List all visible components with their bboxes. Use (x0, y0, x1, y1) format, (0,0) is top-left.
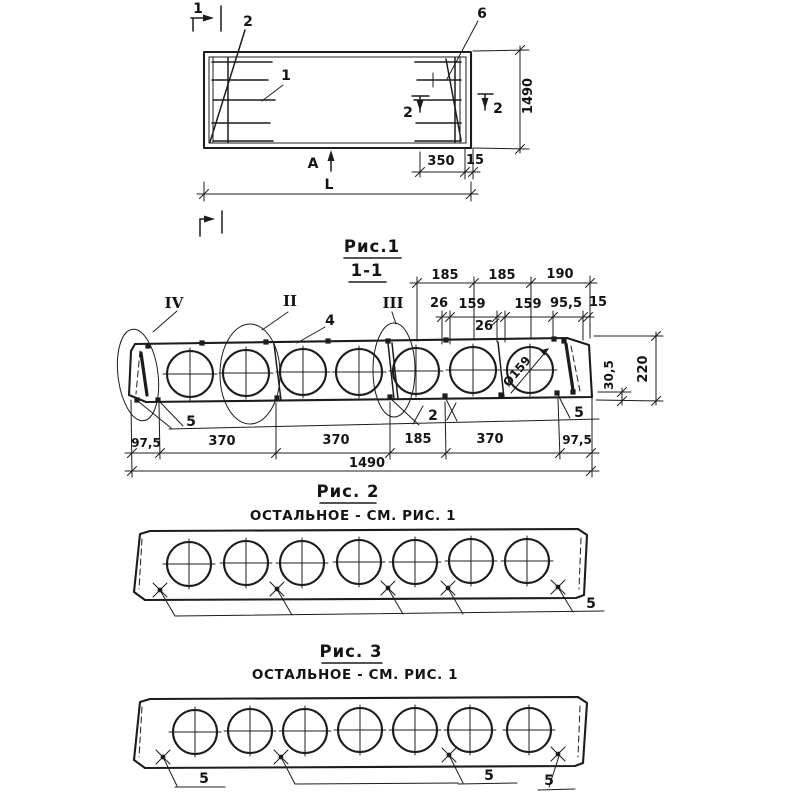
dim-L-label: L (324, 177, 334, 193)
section-cut-2-left-mark (412, 96, 429, 112)
figure3 (134, 642, 587, 790)
rebar-dot (498, 392, 503, 397)
hollow-core (501, 536, 553, 586)
label-5-right: 5 (574, 405, 584, 421)
hollow-core (169, 707, 221, 757)
rebar-dot (551, 336, 556, 341)
figure2-title: Рис. 2 (316, 482, 380, 501)
dim-350: 350 (427, 154, 455, 169)
bar6-leader (447, 21, 478, 79)
rebar-dot (387, 394, 392, 399)
cut2-right-label: 2 (493, 101, 503, 117)
cut1-top-label: 1 (193, 1, 203, 17)
dim-15: 15 (465, 153, 485, 168)
bar-marker (381, 581, 395, 595)
rebar-dot (443, 337, 448, 342)
cut2-left-label: 2 (403, 105, 413, 121)
figure1-title: Рис.1 (343, 237, 401, 256)
dim-95-5: 95,5 (549, 296, 583, 311)
dim-185c: 185 (404, 432, 432, 447)
hollow-core (334, 705, 386, 755)
dim-1490-plan: 1490 (521, 77, 536, 115)
axis-A-label: A (307, 156, 319, 172)
rebar-dot (570, 389, 575, 394)
dim-1490-section: 1490 (348, 456, 386, 471)
bar-marker (156, 750, 170, 764)
bar-marker (270, 582, 284, 596)
figure3-label-5a: 5 (199, 771, 209, 787)
figure2 (134, 482, 604, 616)
dim-159a: 159 (458, 297, 486, 312)
section-1-1 (113, 261, 663, 477)
section-1-1-title: 1-1 (350, 261, 384, 280)
figure2-note: ОСТАЛЬНОЕ - СМ. РИС. 1 (249, 508, 457, 524)
rebar-dot (561, 338, 566, 343)
dim-26: 26 (429, 296, 449, 311)
dim-220: 220 (636, 355, 651, 383)
hollow-core (279, 706, 331, 756)
hollow-core (220, 538, 272, 588)
bar1-leader (262, 85, 283, 101)
hollow-core (389, 705, 441, 755)
bar1-label: 1 (281, 68, 291, 84)
hollow-core (219, 347, 273, 399)
hollow-core (503, 705, 555, 755)
bar-marker (274, 750, 288, 764)
rebar-dot (263, 339, 268, 344)
axis-A-marker (328, 150, 335, 171)
hollow-core (163, 348, 217, 400)
label-2: 2 (428, 408, 438, 424)
label-5-left: 5 (186, 414, 196, 430)
rebar-dot (385, 338, 390, 343)
dim-185b: 185 (488, 268, 516, 283)
dim-159b: 159 (514, 297, 542, 312)
balloon-II-label: II (282, 292, 298, 310)
hollow-core (224, 706, 276, 756)
figure2-label-5: 5 (586, 596, 596, 612)
dim-15b: 15 (588, 295, 608, 310)
left-end-reinforcement (210, 30, 275, 142)
figure3-label-5c: 5 (544, 773, 554, 789)
bar-marker (551, 580, 565, 594)
hollow-core (276, 538, 328, 588)
rebar-dot (199, 340, 204, 345)
figure3-note: ОСТАЛЬНОЕ - СМ. РИС. 1 (251, 667, 459, 683)
dim-370a: 370 (208, 434, 236, 449)
bar6-label: 6 (477, 6, 487, 22)
dim-370c: 370 (476, 432, 504, 447)
bar-marker (441, 581, 455, 595)
hollow-core (446, 344, 500, 396)
hollow-core (389, 537, 441, 587)
figure3-leaders (164, 756, 575, 790)
section-cut-2-right-mark (478, 94, 493, 110)
hollow-core (445, 536, 497, 586)
dim-L (197, 182, 478, 201)
figure3-label-5b: 5 (484, 768, 494, 784)
figure1-plan (191, 1, 536, 258)
dim-26b: 26 (474, 319, 494, 334)
hollow-core (332, 346, 386, 398)
section-cut-1-bottom-mark (200, 211, 222, 236)
hollow-core (276, 346, 330, 398)
detail-balloons (113, 311, 415, 424)
right-end-reinforcement (414, 21, 478, 142)
figure3-hollow-cores (169, 705, 555, 757)
hollow-core (333, 537, 385, 587)
dim-30-5: 30,5 (602, 360, 616, 390)
rebar-dot (554, 390, 559, 395)
figure2-hollow-cores (163, 536, 553, 589)
dim-190: 190 (546, 267, 574, 282)
dim-370b: 370 (322, 433, 350, 448)
core-diameter-label: Ø159 (500, 353, 534, 390)
rebar-dot (442, 393, 447, 398)
dim-97-5-left: 97,5 (131, 436, 161, 450)
bar-marker (442, 748, 456, 762)
figure3-title: Рис. 3 (319, 642, 383, 661)
hollow-core (163, 539, 215, 589)
dim-185a: 185 (431, 268, 459, 283)
rebar-dot (325, 338, 330, 343)
balloon-IV-label: IV (164, 294, 184, 312)
bar2-label: 2 (243, 14, 253, 30)
label-4: 4 (325, 313, 335, 329)
dim-97-5-right: 97,5 (562, 433, 592, 447)
hollow-core (444, 705, 496, 755)
balloon-III-label: III (382, 294, 404, 312)
bar-marker (153, 583, 167, 597)
